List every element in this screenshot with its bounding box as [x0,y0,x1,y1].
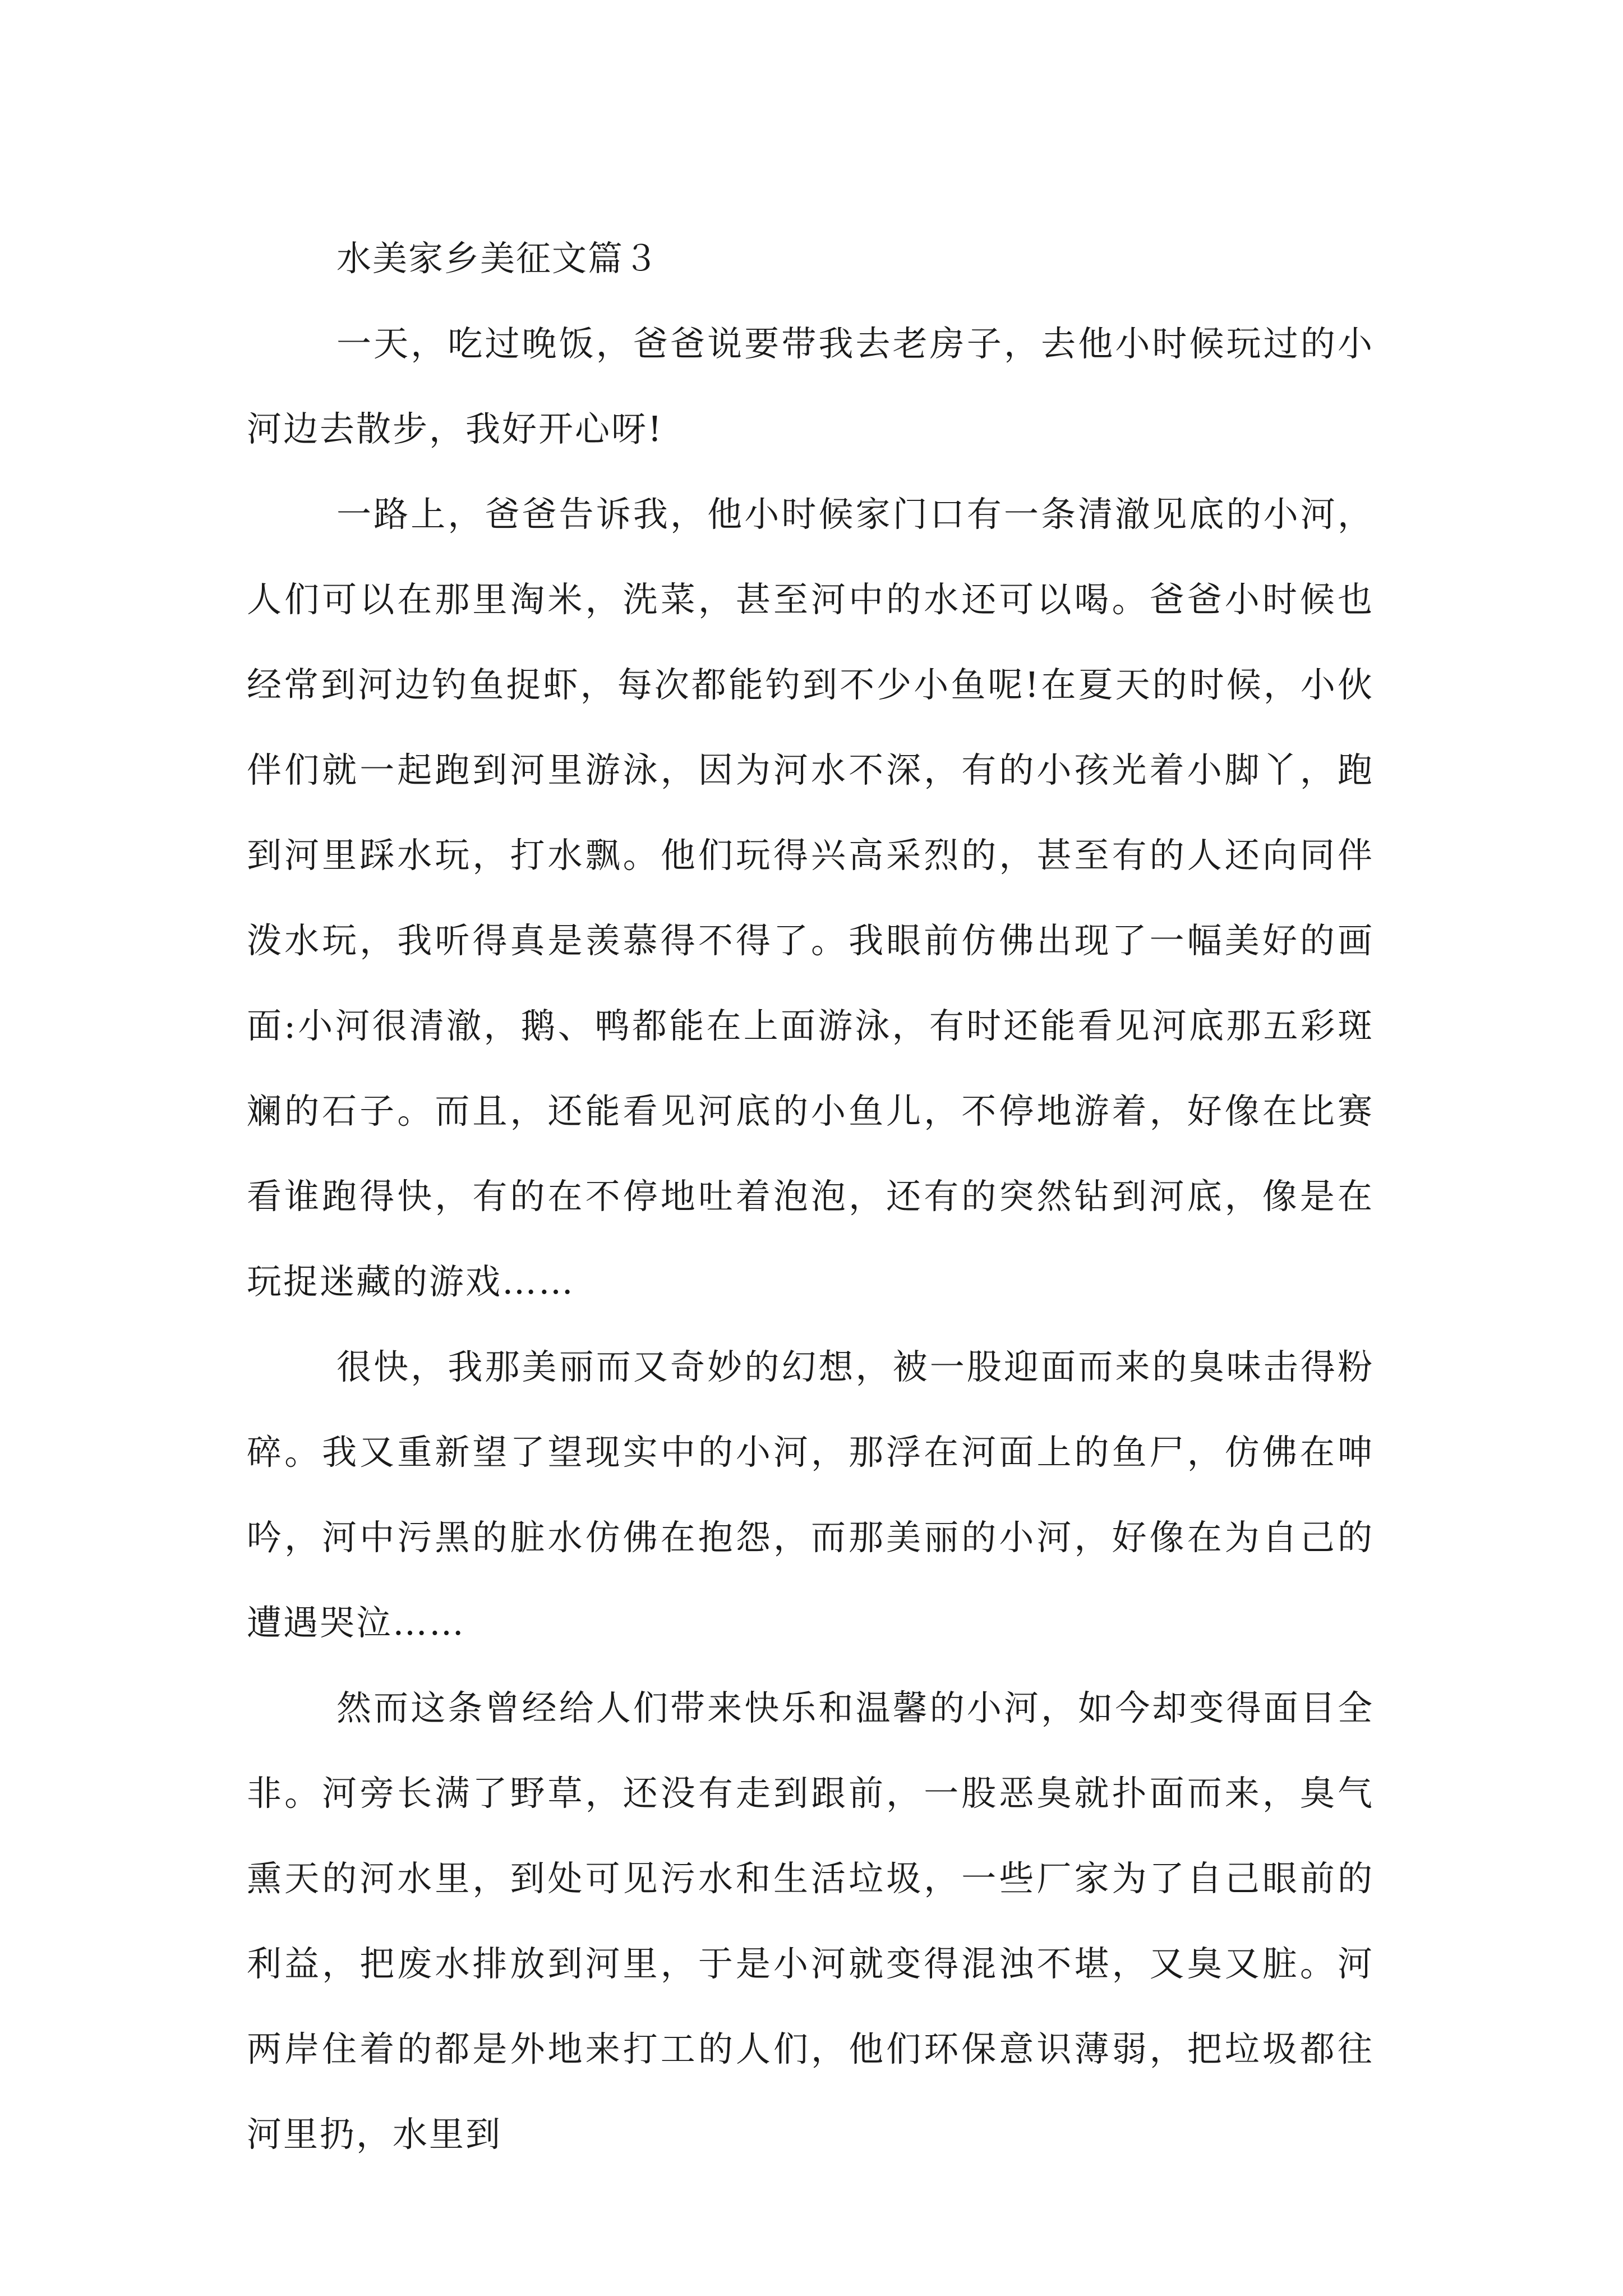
paragraph-1: 一天，吃过晚饭，爸爸说要带我去老房子，去他小时候玩过的小河边去散步，我好开心呀! [247,323,1374,449]
paragraph-4: 然而这条曾经给人们带来快乐和温馨的小河，如今却变得面目全非。河旁长满了野草，还没有走到跟前，一股恶臭就扑面而来，臭气熏天的河水里，到处可见污水和生活垃圾，一些厂家为了自己眼前的利益，把废水排放到河里，于是小河就变得混浊不堪，又臭又脏。河两岸住着的都是外地来打工的人们，他们环保意识薄弱，把垃圾都往河里扔，水里到 [247,1687,1374,2155]
paragraph-3: 很快，我那美丽而又奇妙的幻想，被一股迎面而来的臭味击得粉碎。我又重新望了望现实中的小河，那浮在河面上的鱼尸，仿佛在呻吟，河中污黑的脏水仿佛在抱怨，而那美丽的小河，好像在为自己的遭遇哭泣…… [247,1346,1374,1643]
paragraph-2: 一路上，爸爸告诉我，他小时候家门口有一条清澈见底的小河，人们可以在那里淘米，洗菜，甚至河中的水还可以喝。爸爸小时候也经常到河边钓鱼捉虾，每次都能钓到不少小鱼呢!在夏天的时候，小伙伴们就一起跑到河里游泳，因为河水不深，有的小孩光着小脚丫，跑到河里踩水玩，打水飘。他们玩得兴高采烈的，甚至有的人还向同伴泼水玩，我听得真是羡慕得不得了。我眼前仿佛出现了一幅美好的画面:小河很清澈，鹅、鸭都能在上面游泳，有时还能看见河底那五彩斑斓的石子。而且，还能看见河底的小鱼儿，不停地游着，好像在比赛看谁跑得快，有的在不停地吐着泡泡，还有的突然钻到河底，像是在玩捉迷藏的游戏…… [247,494,1374,1302]
essay-title: 水美家乡美征文篇３ [336,238,660,279]
document-body [247,216,1374,2177]
